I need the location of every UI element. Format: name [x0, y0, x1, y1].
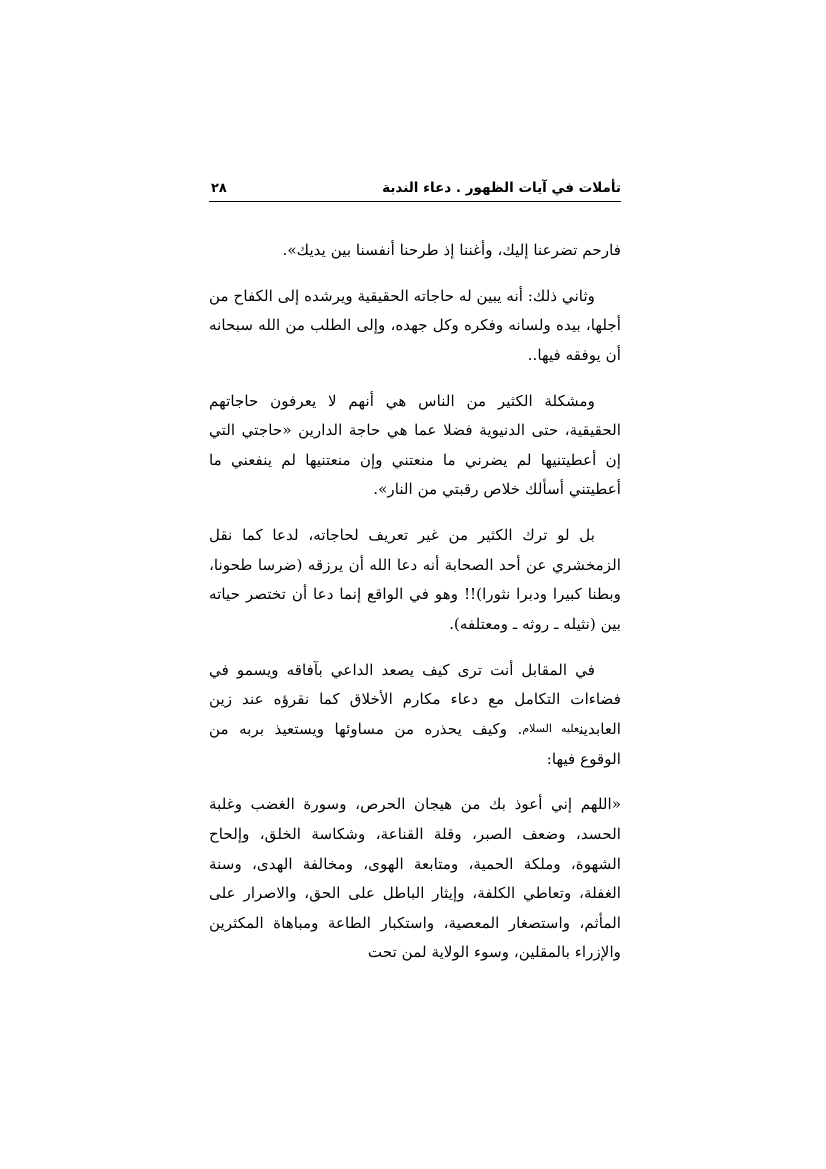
paragraph-1: فارحم تضرعنا إليك، وأغننا إذ طرحنا أنفسنا بين يديك». [282, 241, 621, 259]
paragraph-2: وثاني ذلك: أنه يبين له حاجاته الحقيقية ويرشده إلى الكفاح من أجلها، بيده ولسانه وفكره وكل جهده، وإلى الطلب من الله سبحانه أن يوفقه فيها.. [209, 286, 621, 364]
honorific-mark: عليه السلام [522, 721, 580, 735]
paragraph-5-text-before: في المقابل أنت ترى كيف يصعد الداعي بآفاقه ويسمو في فضاءات التكامل مع دعاء مكارم الأخلاق كما نقرؤه عند زين العابدين [209, 660, 621, 738]
paragraph-5 [209, 656, 621, 775]
quoted-supplication: «اللهم إني أعوذ بك من هيجان الحرص، وسورة الغضب وغلبة الحسد، وضعف الصبر، وقلة القناعة، وشكاسة الخلق، وإلحاح الشهوة، وملكة الحمية، ومتابعة الهوى، ومخالفة الهدى، وسنة الغفلة، وتعاطي الكلفة، وإيثار الباطل على الحق، والاصرار على المأثم، واستصغار المعصية، واستكبار الطاعة ومباهاة المكثرين والإزراء بالمقلين، وسوء الولاية لمن تحت [209, 795, 621, 962]
page-number: ٢٨ [211, 181, 227, 196]
header-title: تأملات في آيات الظهور . دعاء الندبة [382, 180, 621, 196]
paragraph-4: بل لو ترك الكثير من غير تعريف لحاجاته، لدعا كما نقل الزمخشري عن أحد الصحابة أنه دعا الله أن يرزقه (ضرسا طحونا، وبطنا كبيرا ودبرا نثورا)!! وهو في الواقع إنما دعا أن تختصر حياته بين (نثيله ـ روثه ـ ومعتلفه). [209, 526, 621, 634]
header-divider [209, 201, 621, 202]
running-header [209, 180, 621, 201]
page-content [209, 180, 621, 984]
paragraph-5-text-after: . وكيف يحذره من مساوئها ويستعيذ بربه من الوقوع فيها: [209, 719, 621, 768]
paragraph-3: ومشكلة الكثير من الناس هي أنهم لا يعرفون حاجاتهم الحقيقية، حتى الدنيوية فضلا عما هي حاجة الدارين «حاجتي التي إن أعطيتنيها لم يضرني ما منعتني وإن منعتنيها لم ينفعني ما أعطيتني أسألك خلاص رقبتي من النار». [209, 391, 621, 499]
